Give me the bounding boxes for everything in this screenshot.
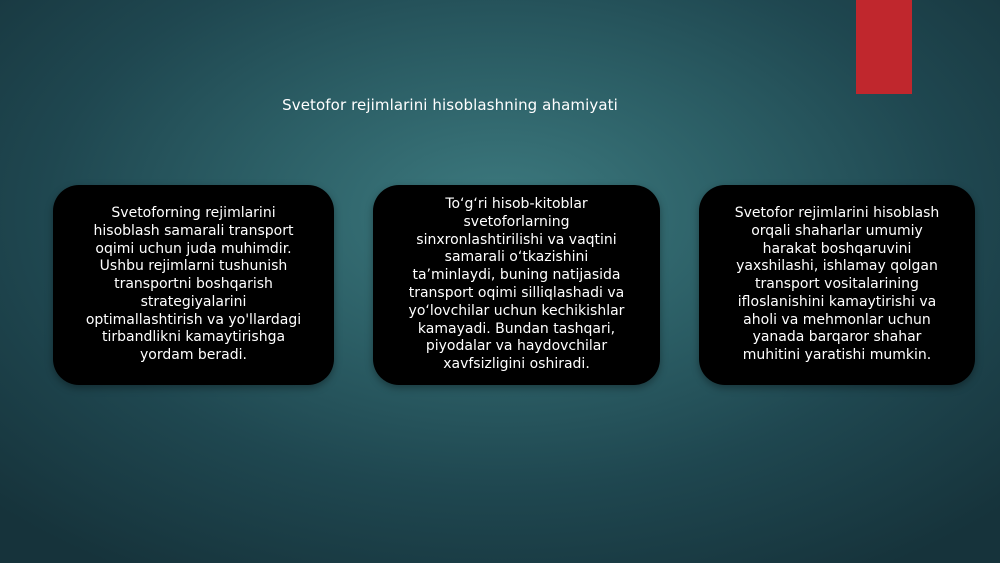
info-card-calculations xyxy=(373,185,660,385)
slide-title: Svetofor rejimlarini hisoblashning ahamiyati xyxy=(282,96,618,114)
card-text: To‘g‘ri hisob-kitoblar svetoforlarning sinxronlashtirilishi va vaqtini samarali o‘tkazishini ta’minlaydi, buning natijasida transport oqimi silliqlashadi va yo‘lovchilar uchun kechikishlar kamayadi. Bundan tashqari, piyodalar va haydovchilar xavfsizligini oshiradi. xyxy=(408,196,625,373)
red-accent-bar xyxy=(856,0,912,94)
info-card-importance xyxy=(53,185,334,385)
info-card-city-benefits xyxy=(699,185,975,385)
card-text: Svetoforning rejimlarini hisoblash samarali transport oqimi uchun juda muhimdir. Ushbu rejimlarni tushunish transportni boshqarish strategiyalarini optimallashtirish va yo'llardagi tirbandlikni kamaytirishga yordam beradi. xyxy=(85,204,302,364)
card-text: Svetofor rejimlarini hisoblash orqali shaharlar umumiy harakat boshqaruvini yaxshilashi, ishlamay qolgan transport vositalarining ifloslanishini kamaytirishi va aholi va mehmonlar uchun yanada barqaror shahar muhitini yaratishi mumkin. xyxy=(734,204,940,364)
